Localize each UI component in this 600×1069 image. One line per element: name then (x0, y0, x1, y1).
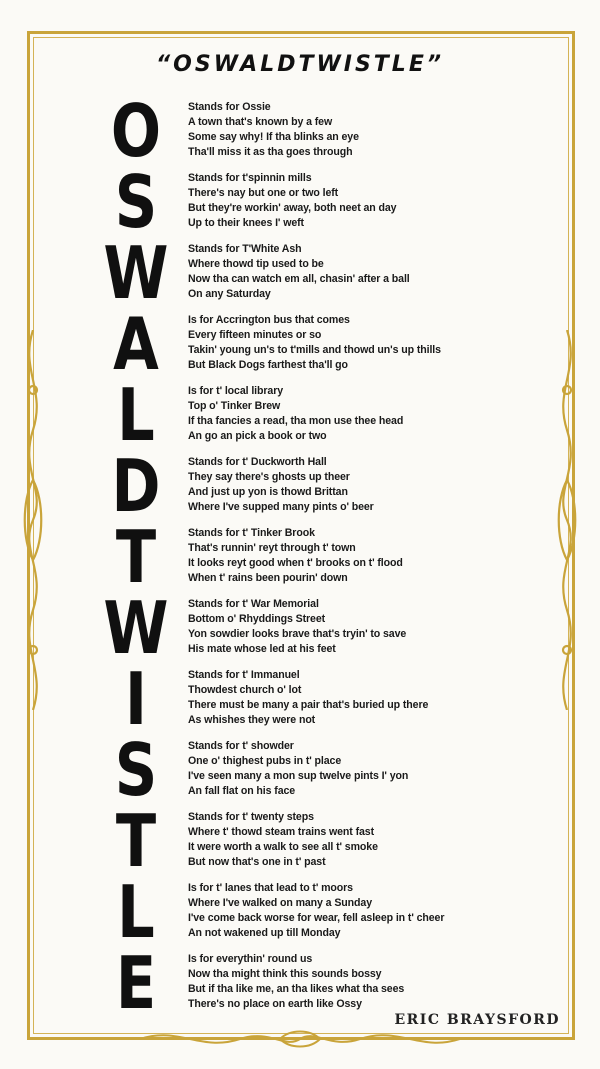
acrostic-letter: T (115, 799, 157, 883)
verse-line: I've seen many a mon sup twelve pints I' yon (188, 770, 409, 782)
verse-line: Stands for Ossie (188, 101, 271, 113)
author-name: ERIC BRAYSFORD (394, 1012, 560, 1028)
stanza (188, 526, 558, 597)
verse-line: It were worth a walk to see all t' smoke (188, 841, 378, 853)
verse-line: An fall flat on his face (188, 785, 296, 797)
verse-line: There must be many a pair that's buried up there (188, 699, 429, 711)
verse-line: His mate whose led at his feet (188, 643, 336, 655)
verse-line: Stands for t' showder (188, 740, 294, 752)
verse-line: Every fifteen minutes or so (188, 329, 322, 341)
acrostic-letter: S (114, 728, 158, 812)
verse-line: Is for Accrington bus that comes (188, 314, 350, 326)
verse-line: Is for t' lanes that lead to t' moors (188, 882, 353, 894)
verse-line: Thowdest church o' lot (188, 684, 302, 696)
acrostic-letter: L (117, 870, 155, 954)
verse-line: Where thowd tip used to be (188, 258, 324, 270)
acrostic-letter: S (114, 160, 158, 244)
verse-line: And just up yon is thowd Brittan (188, 486, 348, 498)
poem-title: “OSWALDTWISTLE” (155, 52, 445, 77)
verse-line: Some say why! If tha blinks an eye (188, 131, 359, 143)
verse-line: Stands for t' Duckworth Hall (188, 456, 327, 468)
stanza (188, 384, 558, 455)
verse-line: But now that's one in t' past (188, 856, 326, 868)
verse-line: Where I've walked on many a Sunday (188, 897, 372, 909)
bottom-flourish-ornament (140, 1024, 460, 1054)
verse-line: Stands for t' War Memorial (188, 598, 319, 610)
verse-line: It looks reyt good when t' brooks on t' flood (188, 557, 403, 569)
verse-line: Is for everythin' round us (188, 953, 313, 965)
stanza (188, 100, 558, 171)
verse-line: Where t' thowd steam trains went fast (188, 826, 375, 838)
verse-line: I've come back worse for wear, fell asleep in t' cheer (188, 912, 445, 924)
stanza (188, 668, 558, 739)
verse-line: They say there's ghosts up theer (188, 471, 350, 483)
verse-line: Yon sowdier looks brave that's tryin' to save (188, 628, 407, 640)
verse-line: Stands for t' Immanuel (188, 669, 300, 681)
poem-stanzas (188, 100, 558, 1023)
verse-line: Stands for t' twenty steps (188, 811, 314, 823)
stanza (188, 313, 558, 384)
verse-line: There's nay but one or two left (188, 187, 339, 199)
verse-line: Now tha might think this sounds bossy (188, 968, 382, 980)
acrostic-letter: L (117, 373, 155, 457)
verse-line: But Black Dogs farthest tha'll go (188, 359, 348, 371)
verse-line: Is for t' local library (188, 385, 284, 397)
stanza (188, 739, 558, 810)
verse-line: Top o' Tinker Brew (188, 400, 281, 412)
verse-line: Where I've supped many pints o' beer (188, 501, 374, 513)
verse-line: Stands for T'White Ash (188, 243, 302, 255)
acrostic-letter: O (110, 89, 162, 173)
stanza (188, 881, 558, 952)
verse-line: An not wakened up till Monday (188, 927, 341, 939)
verse-line: Stands for t' Tinker Brook (188, 527, 315, 539)
acrostic-letter: E (115, 941, 157, 1025)
left-flourish-ornament (18, 330, 48, 710)
verse-line: Tha'll miss it as tha goes through (188, 146, 353, 158)
verse-line: A town that's known by a few (188, 116, 333, 128)
verse-line: If tha fancies a read, tha mon use thee head (188, 415, 404, 427)
acrostic-letter: W (103, 231, 169, 315)
acrostic-letter: W (103, 586, 169, 670)
stanza (188, 597, 558, 668)
acrostic-letter: A (113, 302, 159, 386)
acrostic-letter: I (125, 657, 147, 741)
acrostic-letter: D (111, 444, 161, 528)
stanza (188, 455, 558, 526)
stanza (188, 810, 558, 881)
verse-line: On any Saturday (188, 288, 271, 300)
verse-line: Now tha can watch em all, chasin' after a ball (188, 273, 410, 285)
verse-line: Bottom o' Rhyddings Street (188, 613, 326, 625)
verse-line: That's runnin' reyt through t' town (188, 542, 356, 554)
verse-line: An go an pick a book or two (188, 430, 327, 442)
verse-line: There's no place on earth like Ossy (188, 998, 362, 1010)
verse-line: One o' thighest pubs in t' place (188, 755, 342, 767)
verse-line: But if tha like me, an tha likes what tha sees (188, 983, 405, 995)
verse-line: Up to their knees I' weft (188, 217, 304, 229)
verse-line: Stands for t'spinnin mills (188, 172, 312, 184)
stanza (188, 242, 558, 313)
verse-line: As whishes they were not (188, 714, 316, 726)
verse-line: When t' rains been pourin' down (188, 572, 348, 584)
acrostic-letter: T (115, 515, 157, 599)
verse-line: But they're workin' away, both neet an day (188, 202, 397, 214)
verse-line: Takin' young un's to t'mills and thowd un's up thills (188, 344, 441, 356)
acrostic-letters (96, 89, 176, 1025)
stanza (188, 171, 558, 242)
